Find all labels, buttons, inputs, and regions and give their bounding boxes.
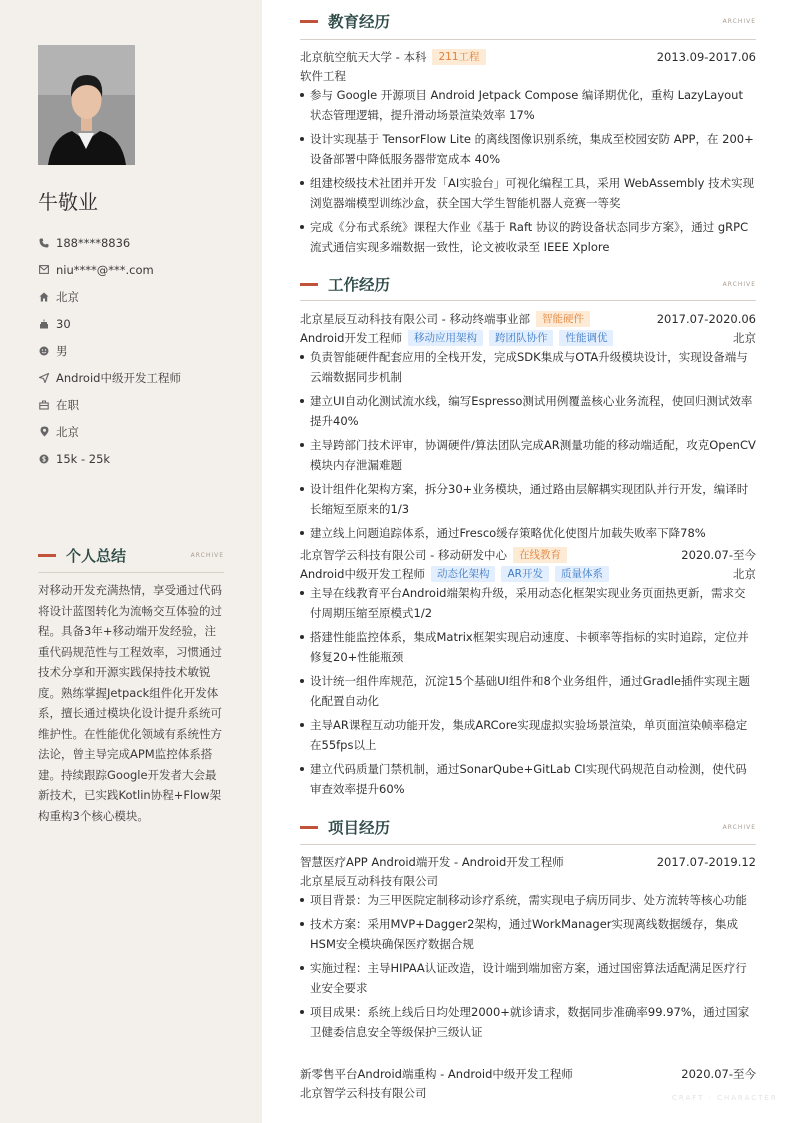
list-item: 参与 Google 开源项目 Android Jetpack Compose 编译期优化，重构 LazyLayout 状态管理逻辑，提升滑动场景渲染效率 17% xyxy=(300,85,756,125)
section-accent-bar xyxy=(300,826,318,829)
archive-label: ARCHIVE xyxy=(722,823,756,831)
projects-title: 项目经历 xyxy=(328,819,391,837)
candidate-name: 牛敬业 xyxy=(38,190,98,214)
cake-icon xyxy=(38,318,50,330)
list-item: 主导在线教育平台Android端架构升级，采用动态化框架实现业务页面热更新，需求交付周期压缩至原模式1/2 xyxy=(300,583,756,623)
job-city: 北京 xyxy=(733,566,756,581)
school-name: 北京航空航天大学 - 本科 xyxy=(300,49,427,64)
info-position xyxy=(38,364,181,391)
list-item: 负责智能硬件配套应用的全栈开发，完成SDK集成与OTA升级模块设计，实现设备端与云端数据同步机制 xyxy=(300,347,756,387)
info-value: niu****@***.com xyxy=(56,262,154,277)
archive-label: ARCHIVE xyxy=(722,17,756,25)
divider xyxy=(300,844,756,845)
education-header xyxy=(300,10,756,32)
archive-label: ARCHIVE xyxy=(722,280,756,288)
job-entry xyxy=(300,545,756,803)
info-value: 15k - 25k xyxy=(56,451,111,466)
work-header xyxy=(300,273,756,295)
job-date: 2017.07-2020.06 xyxy=(656,311,756,326)
info-value: 男 xyxy=(56,343,68,358)
section-accent-bar xyxy=(38,554,56,557)
skill-tag: AR开发 xyxy=(501,566,548,582)
job-bullets xyxy=(300,347,756,543)
list-item: 设计实现基于 TensorFlow Lite 的离线图像识别系统，集成至校园安防 APP，在 200+ 设备部署中降低服务器带宽成本 40% xyxy=(300,129,756,169)
divider xyxy=(300,300,756,301)
info-status xyxy=(38,391,181,418)
school-tag: 211工程 xyxy=(432,49,485,65)
info-value: 在职 xyxy=(56,397,79,412)
list-item: 组建校级技术社团并开发「AI实验台」可视化编程工具，采用 WebAssembly 技术实现浏览器端模型训练沙盒，获全国大学生智能机器人竞赛一等奖 xyxy=(300,173,756,213)
phone-icon xyxy=(38,237,50,249)
info-value: 北京 xyxy=(56,424,79,439)
summary-text: 对移动开发充满热情，享受通过代码将设计蓝图转化为流畅交互体验的过程。具备3年+移动端开发经验，注重代码规范性与工程效率，习惯通过技术分享和开源实践保持技术敏锐度。熟练掌握Jetpack组件化开发体系，擅长通过模块化设计提升系统可维护性。在性能优化领域有系统性方法论，曾主导完成APM监控体系搭建。持续跟踪Google开发者大会最新技术，已实践Kotlin协程+Flow架构重构3个核心模块。 xyxy=(38,583,222,823)
list-item: 设计组件化架构方案，拆分30+业务模块，通过路由层解耦实现团队并行开发，编译时长缩短至原来的1/3 xyxy=(300,479,756,519)
list-item: 项目背景：为三甲医院定制移动诊疗系统，需实现电子病历同步、处方流转等核心功能 xyxy=(300,890,756,910)
divider xyxy=(38,572,224,573)
education-title: 教育经历 xyxy=(328,13,391,31)
list-item: 技术方案：采用MVP+Dagger2架构，通过WorkManager实现离线数据缓存，集成HSM安全模块确保医疗数据合规 xyxy=(300,914,756,954)
section-accent-bar xyxy=(300,20,318,23)
company-name: 北京智学云科技有限公司 - 移动研发中心 xyxy=(300,547,507,562)
send-icon xyxy=(38,372,50,384)
company-name: 北京星辰互动科技有限公司 - 移动终端事业部 xyxy=(300,311,530,326)
skill-tag: 跨团队协作 xyxy=(489,330,554,346)
info-target-city xyxy=(38,418,181,445)
skill-tag: 动态化架构 xyxy=(431,566,496,582)
summary-header xyxy=(38,545,224,565)
list-item: 搭建性能监控体系，集成Matrix框架实现启动速度、卡顿率等指标的实时追踪，定位并修复20+性能瓶颈 xyxy=(300,627,756,667)
info-gender xyxy=(38,337,181,364)
project-date: 2017.07-2019.12 xyxy=(656,854,756,869)
project-name: 智慧医疗APP Android端开发 - Android开发工程师 xyxy=(300,854,564,869)
project-company: 北京星辰互动科技有限公司 xyxy=(300,873,438,888)
info-value: 30 xyxy=(56,316,71,331)
face-icon xyxy=(38,345,50,357)
archive-label: ARCHIVE xyxy=(190,551,224,559)
job-city: 北京 xyxy=(733,330,756,345)
info-city xyxy=(38,283,181,310)
info-value: Android中级开发工程师 xyxy=(56,370,181,385)
info-age xyxy=(38,310,181,337)
list-item: 主导AR课程互动功能开发，集成ARCore实现虚拟实验场景渲染，单页面渲染帧率稳定在55fps以上 xyxy=(300,715,756,755)
job-role: Android中级开发工程师 xyxy=(300,566,425,581)
job-entry xyxy=(300,309,756,547)
education-entry xyxy=(300,47,756,261)
education-bullets xyxy=(300,85,756,257)
job-role: Android开发工程师 xyxy=(300,330,402,345)
location-icon xyxy=(38,426,50,438)
projects-header xyxy=(300,816,756,838)
list-item: 主导跨部门技术评审，协调硬件/算法团队完成AR测量功能的移动端适配，攻克OpenCV模块内存泄漏难题 xyxy=(300,435,756,475)
summary-title: 个人总结 xyxy=(66,546,127,565)
list-item: 建立代码质量门禁机制，通过SonarQube+GitLab CI实现代码规范自动检测，使代码审查效率提升60% xyxy=(300,759,756,799)
contact-info-list xyxy=(38,229,181,472)
industry-tag: 智能硬件 xyxy=(536,311,590,327)
skill-tag: 移动应用架构 xyxy=(408,330,483,346)
briefcase-icon xyxy=(38,399,50,411)
home-icon xyxy=(38,291,50,303)
section-accent-bar xyxy=(300,283,318,286)
info-value: 北京 xyxy=(56,289,79,304)
project-name: 新零售平台Android端重构 - Android中级开发工程师 xyxy=(300,1066,573,1081)
info-phone xyxy=(38,229,181,256)
job-bullets xyxy=(300,583,756,799)
mail-icon xyxy=(38,264,50,276)
skill-tag: 性能调优 xyxy=(559,330,613,346)
major: 软件工程 xyxy=(300,68,346,83)
industry-tag: 在线教育 xyxy=(513,547,567,563)
info-salary xyxy=(38,445,181,472)
money-icon xyxy=(38,453,50,465)
job-date: 2020.07-至今 xyxy=(681,547,756,562)
project-bullets xyxy=(300,890,756,1042)
avatar xyxy=(38,45,135,165)
divider xyxy=(300,39,756,40)
list-item: 设计统一组件库规范，沉淀15个基础UI组件和8个业务组件，通过Gradle插件实现主题化配置自动化 xyxy=(300,671,756,711)
watermark: CRAFT · CHARACTER xyxy=(672,1094,778,1102)
work-title: 工作经历 xyxy=(328,276,391,294)
list-item: 完成《分布式系统》课程大作业《基于 Raft 协议的跨设备状态同步方案》，通过 gRPC 流式通信实现多端数据一致性，论文被收录至 IEEE Xplore xyxy=(300,217,756,257)
info-email xyxy=(38,256,181,283)
education-date: 2013.09-2017.06 xyxy=(656,49,756,64)
project-company: 北京智学云科技有限公司 xyxy=(300,1085,427,1100)
list-item: 项目成果：系统上线后日均处理2000+就诊请求，数据同步准确率99.97%，通过国家卫健委信息安全等级保护三级认证 xyxy=(300,1002,756,1042)
list-item: 实施过程：主导HIPAA认证改造，设计端到端加密方案，通过国密算法适配满足医疗行业安全要求 xyxy=(300,958,756,998)
project-date: 2020.07-至今 xyxy=(681,1066,756,1081)
info-value: 188****8836 xyxy=(56,235,131,250)
skill-tag: 质量体系 xyxy=(555,566,609,582)
list-item: 建立线上问题追踪体系，通过Fresco缓存策略优化使图片加载失败率下降78% xyxy=(300,523,756,543)
project-entry xyxy=(300,852,756,1046)
list-item: 建立UI自动化测试流水线，编写Espresso测试用例覆盖核心业务流程，使回归测试效率提升40% xyxy=(300,391,756,431)
